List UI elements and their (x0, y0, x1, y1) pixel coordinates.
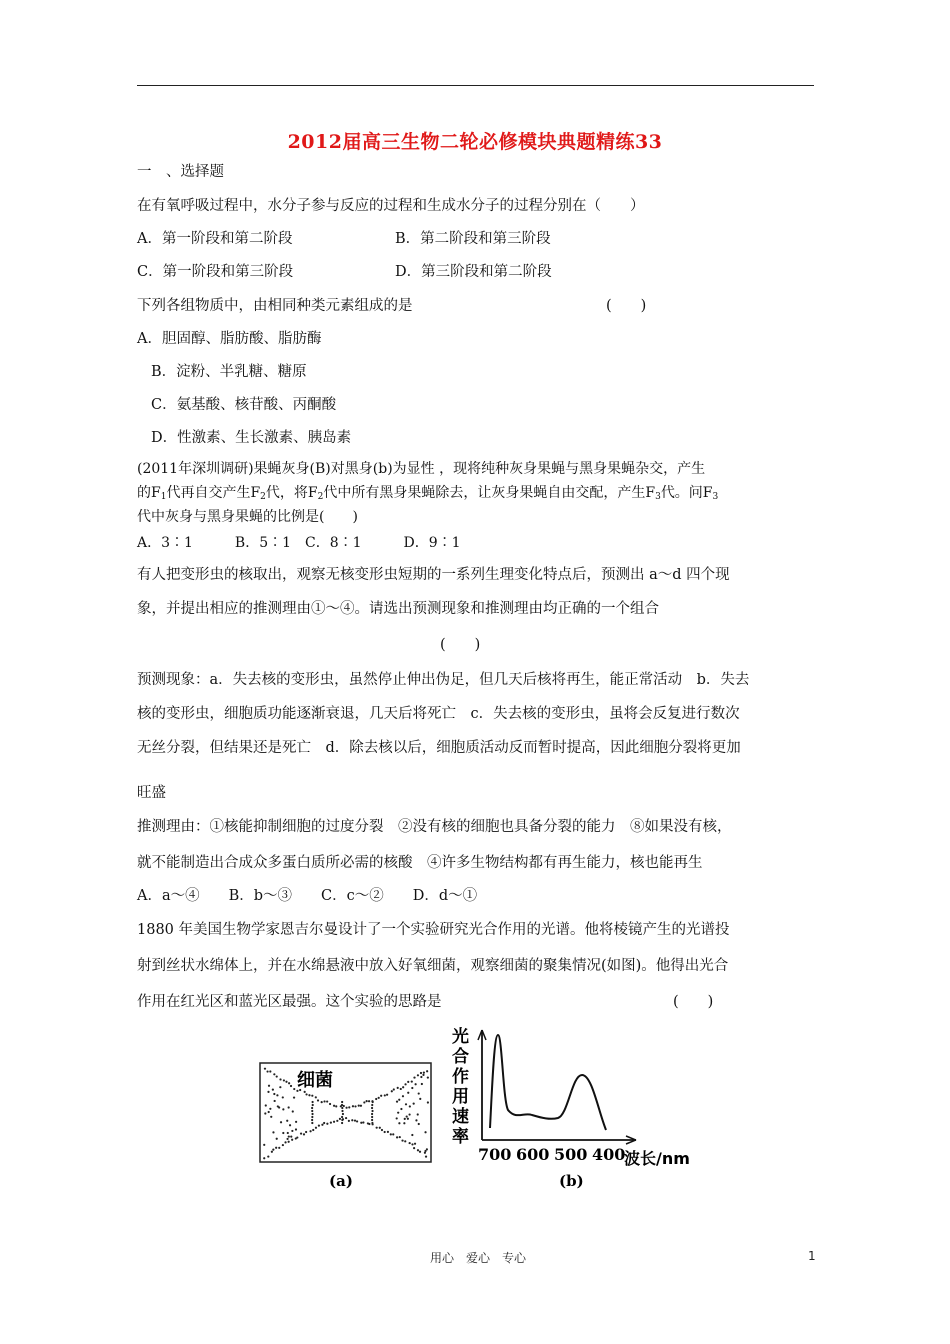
bacteria-dot (276, 1075, 278, 1077)
bacteria-dot (371, 1116, 373, 1118)
bacteria-dot (263, 1144, 265, 1146)
bacteria-dot (278, 1147, 280, 1149)
bacteria-dot (384, 1094, 386, 1096)
bacteria-dots (263, 1068, 429, 1160)
bacteria-dot (372, 1101, 374, 1103)
bacteria-dot (354, 1119, 356, 1121)
bacteria-dot (308, 1094, 310, 1096)
bacteria-dot (393, 1088, 395, 1090)
bacteria-dot (392, 1133, 394, 1135)
bacteria-dot (413, 1147, 415, 1149)
bacteria-dot (371, 1104, 373, 1106)
bacteria-dot (411, 1134, 413, 1136)
bacteria-dot (311, 1107, 313, 1109)
bacteria-dot (400, 1108, 402, 1110)
q4-line-2: 象，并提出相应的推测理由①～④。请选出预测现象和推测理由均正确的一个组合 (137, 601, 659, 617)
bacteria-dot (303, 1133, 305, 1135)
q1-option-d: D．第三阶段和第二阶段 (395, 264, 552, 280)
bacteria-dot (396, 1136, 398, 1138)
bacteria-dot (352, 1105, 354, 1107)
bacteria-dot (391, 1090, 393, 1092)
bacteria-dot (304, 1091, 306, 1093)
bacteria-dot (421, 1083, 423, 1085)
bacteria-dot (379, 1127, 381, 1129)
bacteria-dot (422, 1074, 424, 1076)
q1-option-c: C．第一阶段和第三阶段 (137, 264, 294, 280)
bacteria-dot (419, 1098, 421, 1100)
bacteria-dot (371, 1119, 373, 1121)
y-axis-label-char: 作 (452, 1067, 469, 1087)
bacteria-dot (268, 1111, 270, 1113)
q2-option-d: D．性激素、生长激素、胰岛素 (151, 430, 352, 446)
page-number: 1 (808, 1249, 816, 1263)
q4-phenomena-2: 核的变形虫，细胞质功能逐渐衰退，几天后将死亡 c．失去核的变形虫，虽将会反复进行数次 (137, 706, 740, 722)
bacteria-dot (295, 1121, 297, 1123)
q1-option-b: B．第二阶段和第三阶段 (395, 231, 551, 247)
bacteria-dot (269, 1070, 271, 1072)
bacteria-dot (404, 1083, 406, 1085)
bacteria-dot (341, 1122, 343, 1124)
bacteria-dot (341, 1119, 343, 1121)
bacteria-dot (287, 1132, 289, 1134)
bacteria-dot (317, 1099, 319, 1101)
figure-a-frame (260, 1063, 431, 1162)
bacteria-dot (366, 1100, 368, 1102)
bacteria-dot (402, 1086, 404, 1088)
figure-a (260, 1063, 431, 1190)
q1-stem: 在有氧呼吸过程中，水分子参与反应的过程和生成水分子的过程分别在（ ） (137, 198, 645, 214)
bacteria-dot (288, 1135, 290, 1137)
bacteria-dot (417, 1074, 419, 1076)
bacteria-dot (321, 1101, 323, 1103)
bacteria-dot (397, 1087, 399, 1089)
q4-answer-paren: ( ) (440, 637, 481, 653)
bacteria-dot (427, 1101, 429, 1103)
bacteria-dot (276, 1094, 278, 1096)
y-axis-label (452, 1026, 469, 1147)
bacteria-dot (339, 1118, 341, 1120)
bacteria-dot (286, 1138, 288, 1140)
q5-line-3: 作用在红光区和蓝光区最强。这个实验的思路是 (137, 994, 442, 1010)
bacteria-dot (371, 1113, 373, 1115)
bacteria-dot (397, 1112, 399, 1114)
q2-option-a: A．胆固醇、脂肪酸、脂肪酶 (137, 331, 322, 347)
bacteria-dot (423, 1072, 425, 1074)
figure-b (452, 1026, 690, 1190)
x-axis-label: 波长/nm (624, 1149, 690, 1168)
bacteria-dot (415, 1083, 417, 1085)
bacteria-dot (333, 1105, 335, 1107)
bacteria-dot (282, 1096, 284, 1098)
bacteria-dot (266, 1070, 268, 1072)
bacteria-dot (288, 1141, 290, 1143)
y-axis-label-char: 率 (452, 1127, 469, 1147)
bacteria-dot (321, 1124, 323, 1126)
bacteria-dot (300, 1132, 302, 1134)
section-heading: 一 、选择题 (137, 164, 224, 180)
bacteria-dot (330, 1122, 332, 1124)
bacteria-dot (424, 1131, 426, 1133)
bacteria-dot (348, 1120, 350, 1122)
q3-line-2: 的$F_1$代再自交产生$F_2$代，将$F_2$代中所有黑身果蝇除去，让灰身果蝇自由交配，产生$F_3$代。问$F_3$ (137, 485, 719, 502)
bacteria-dot (399, 1136, 401, 1138)
bacteria-dot (323, 1100, 325, 1102)
bacteria-dot (358, 1105, 360, 1107)
bacteria-dot (276, 1138, 278, 1140)
bacteria-dot (305, 1093, 307, 1095)
bacteria-dot (267, 1091, 269, 1093)
bacteria-dot (384, 1131, 386, 1133)
bacteria-dot (387, 1131, 389, 1133)
bacteria-dot (341, 1101, 343, 1103)
bacteria-dot (282, 1108, 284, 1110)
bacteria-dot (345, 1107, 347, 1109)
bacteria-dot (278, 1106, 280, 1108)
bacteria-dot (268, 1085, 270, 1087)
q2-stem: 下列各组物质中，由相同种类元素组成的是 (137, 298, 413, 314)
bacteria-dot (315, 1127, 317, 1129)
bacteria-dot (323, 1122, 325, 1124)
bacteria-dot (267, 1155, 269, 1157)
bacteria-dot (263, 1157, 265, 1159)
bacteria-dot (363, 1101, 365, 1103)
bacteria-dot (409, 1142, 411, 1144)
bacteria-dot (271, 1151, 273, 1153)
bacteria-dot (311, 1116, 313, 1118)
bacteria-dot (311, 1113, 313, 1115)
bacteria-dot (273, 1073, 275, 1075)
bacteria-dot (288, 1106, 290, 1108)
bacteria-dot (380, 1095, 382, 1097)
bacteria-dot (390, 1133, 392, 1135)
x-tick-labels (478, 1145, 625, 1164)
q2-option-c: C．氨基酸、核苷酸、丙酮酸 (151, 397, 337, 413)
bacteria-dot (312, 1104, 314, 1106)
bacteria-dot (376, 1127, 378, 1129)
bacteria-dot (291, 1130, 293, 1132)
q4-reason-2: 就不能制造出合成众多蛋白质所必需的核酸 ④许多生物结构都有再生能力，核也能再生 (137, 855, 703, 871)
bacteria-dot (292, 1110, 294, 1112)
bacteria-dot (354, 1105, 356, 1107)
q4-line-1: 有人把变形虫的核取出，观察无核变形虫短期的一系列生理变化特点后，预测出 a～d 四个现 (137, 567, 730, 583)
bacteria-dot (273, 1093, 275, 1095)
bacteria-dot (406, 1115, 408, 1117)
q4-phenomena-3: 无丝分裂，但结果还是死亡 d．除去核以后，细胞质活动反而暂时提高，因此细胞分裂将更加 (137, 740, 741, 756)
bacteria-dot (401, 1139, 403, 1141)
bacteria-dot (398, 1122, 400, 1124)
x-tick-label: 400 (592, 1145, 626, 1164)
bacteria-dot (348, 1106, 350, 1108)
y-axis-label-char: 光 (452, 1027, 469, 1047)
bacteria-dot (342, 1113, 344, 1115)
bacteria-dot (402, 1095, 404, 1097)
bacteria-dot (378, 1097, 380, 1099)
bacteria-dot (360, 1122, 362, 1124)
q5-answer-paren: ( ) (673, 994, 714, 1010)
x-tick-label: 500 (554, 1145, 588, 1164)
bacteria-dot (413, 1076, 415, 1078)
bacteria-dot (272, 1088, 274, 1090)
bacteria-dot (351, 1119, 353, 1121)
bacteria-dot (425, 1155, 427, 1157)
bacteria-dot (381, 1129, 383, 1131)
bacteria-dot (407, 1118, 409, 1120)
bacteria-dot (326, 1123, 328, 1125)
bacteria-dot (368, 1123, 370, 1125)
q2-answer-paren: ( ) (606, 298, 647, 314)
bacteria-dot (404, 1118, 406, 1120)
bacteria-dot (288, 1082, 290, 1084)
bacteria-dot (311, 1122, 313, 1124)
q4-phenomena-1: 预测现象：a．失去核的变形虫，虽然停止伸出伪足，但几天后核将再生，能正常活动 b．失去 (137, 672, 750, 688)
bacteria-dot (341, 1110, 343, 1112)
bacteria-dot (345, 1117, 347, 1119)
bacteria-dot (336, 1120, 338, 1122)
bacteria-dot (420, 1076, 422, 1078)
bacteria-dot (326, 1100, 328, 1102)
bacteria-dot (290, 1136, 292, 1138)
q2-option-b: B．淀粉、半乳糖、糖原 (151, 364, 307, 380)
bacteria-dot (386, 1094, 388, 1096)
q5-line-1: 1880 年美国生物学家恩吉尔曼设计了一个实验研究光合作用的光谱。他将棱镜产生的光谱投 (137, 922, 730, 938)
q3-options: A．3∶1 B．5∶1 C．8∶1 D．9∶1 (137, 535, 461, 551)
bacteria-dot (279, 1086, 281, 1088)
bacteria-dot (420, 1072, 422, 1074)
bacteria-dot (311, 1095, 313, 1097)
bacteria-dot (279, 1078, 281, 1080)
q4-phenomena-4: 旺盛 (137, 785, 166, 801)
bacteria-dot (329, 1103, 331, 1105)
bacteria-dot (275, 1147, 277, 1149)
bacteria-dot (309, 1130, 311, 1132)
y-axis-label-char: 速 (452, 1107, 469, 1127)
x-tick-label: 600 (516, 1145, 550, 1164)
bacteria-dot (419, 1151, 421, 1153)
bacteria-dot (371, 1110, 373, 1112)
bacteria-dot (284, 1141, 286, 1143)
bacteria-dot (333, 1121, 335, 1123)
bacteria-dot (408, 1113, 410, 1115)
bacteria-dot (291, 1139, 293, 1141)
bacteria-dot (312, 1129, 314, 1131)
bacteria-dot (404, 1140, 406, 1142)
bacteria-dot (305, 1131, 307, 1133)
q4-options: A．a～④ B．b～③ C．c～② D．d～① (137, 888, 478, 904)
bacteria-dot (264, 1112, 266, 1114)
q4-reason-1: 推测理由：①核能抑制细胞的过度分裂 ②没有核的细胞也具备分裂的能力 ⑧如果没有核， (137, 819, 732, 835)
q3-line-1: (2011年深圳调研)果蝇灰身(B)对黑身(b)为显性 ，现将纯种灰身果蝇与黑身果蝇杂交，产生 (137, 461, 706, 477)
figure-a-caption: (a) (329, 1172, 353, 1190)
bacteria-dot (341, 1116, 343, 1118)
bacteria-dot (396, 1101, 398, 1103)
bacteria-dot (341, 1107, 343, 1109)
bacteria-dot (371, 1122, 373, 1124)
bacteria-dot (426, 1070, 428, 1072)
bacteria-dot (426, 1148, 428, 1150)
q5-line-2: 射到丝状水绵体上，并在水绵悬液中放入好氧细菌，观察细菌的聚集情况(如图)。他得出光合 (137, 958, 729, 974)
bacteria-dot (368, 1100, 370, 1102)
bacteria-dot (413, 1103, 415, 1105)
bacteria-dot (293, 1096, 295, 1098)
bacteria-dot (400, 1088, 402, 1090)
bacteria-dot (375, 1098, 377, 1100)
bacteria-dot (415, 1119, 417, 1121)
bacteria-dot (356, 1120, 358, 1122)
bacteria-dot (296, 1136, 298, 1138)
bacteria-dot (405, 1103, 407, 1105)
bacteria-dot (272, 1131, 274, 1133)
bacteria-dot (407, 1092, 409, 1094)
bacteria-dot (311, 1101, 313, 1103)
bacteria-dot (282, 1132, 284, 1134)
bacteria-dot (282, 1144, 284, 1146)
bacteria-dot (318, 1124, 320, 1126)
bacteria-dot (411, 1080, 413, 1082)
y-axis-label-char: 用 (452, 1087, 469, 1107)
bacteria-dot (295, 1128, 297, 1130)
bacteria-dot (286, 1120, 288, 1122)
bacteria-dot (285, 1081, 287, 1083)
bacteria-dot (269, 1108, 271, 1110)
bacteria-dot (411, 1143, 413, 1145)
bacteria-dot (409, 1105, 411, 1107)
bacteria-dot (293, 1088, 295, 1090)
bacteria-dot (311, 1119, 313, 1121)
bacteria-dot (398, 1099, 400, 1101)
bacteria-dot (265, 1104, 267, 1106)
bacteria-dot (360, 1105, 362, 1107)
figure-b-caption: (b) (559, 1172, 584, 1190)
bacteria-dot (270, 1116, 272, 1118)
bacteria-dot (274, 1100, 276, 1102)
bacteria-dot (362, 1121, 364, 1123)
bacteria-dot (341, 1104, 343, 1106)
bacteria-dot (417, 1113, 419, 1115)
page-title: 2012届高三生物二轮必修模块典题精练33 (287, 131, 663, 153)
bacteria-dot (414, 1143, 416, 1145)
bacteria-dot (418, 1123, 420, 1125)
bacteria-dot (371, 1107, 373, 1109)
figure-a-label: 细菌 (297, 1070, 333, 1091)
bacteria-dot (418, 1092, 420, 1094)
x-tick-label: 700 (478, 1145, 512, 1164)
bacteria-dot (427, 1076, 429, 1078)
bacteria-dot (335, 1105, 337, 1107)
bacteria-dot (315, 1096, 317, 1098)
bacteria-dot (396, 1117, 398, 1119)
bacteria-dot (311, 1110, 313, 1112)
bacteria-dot (289, 1124, 291, 1126)
bacteria-dot (411, 1087, 413, 1089)
bacteria-dot (403, 1122, 405, 1124)
bacteria-dot (264, 1068, 266, 1070)
q1-option-a: A．第一阶段和第二阶段 (137, 231, 293, 247)
y-axis-label-char: 合 (452, 1047, 469, 1067)
bacteria-dot (280, 1121, 282, 1123)
bacteria-dot (417, 1149, 419, 1151)
q3-line-3: 代中灰身与黑身果蝇的比例是( ) (137, 509, 358, 525)
bacteria-dot (407, 1081, 409, 1083)
bacteria-dot (290, 1085, 292, 1087)
footer-motto: 用心 爱心 专心 (430, 1251, 527, 1265)
spectrum-curve (490, 1035, 606, 1130)
bacteria-dot (283, 1079, 285, 1081)
bacteria-dot (272, 1148, 274, 1150)
